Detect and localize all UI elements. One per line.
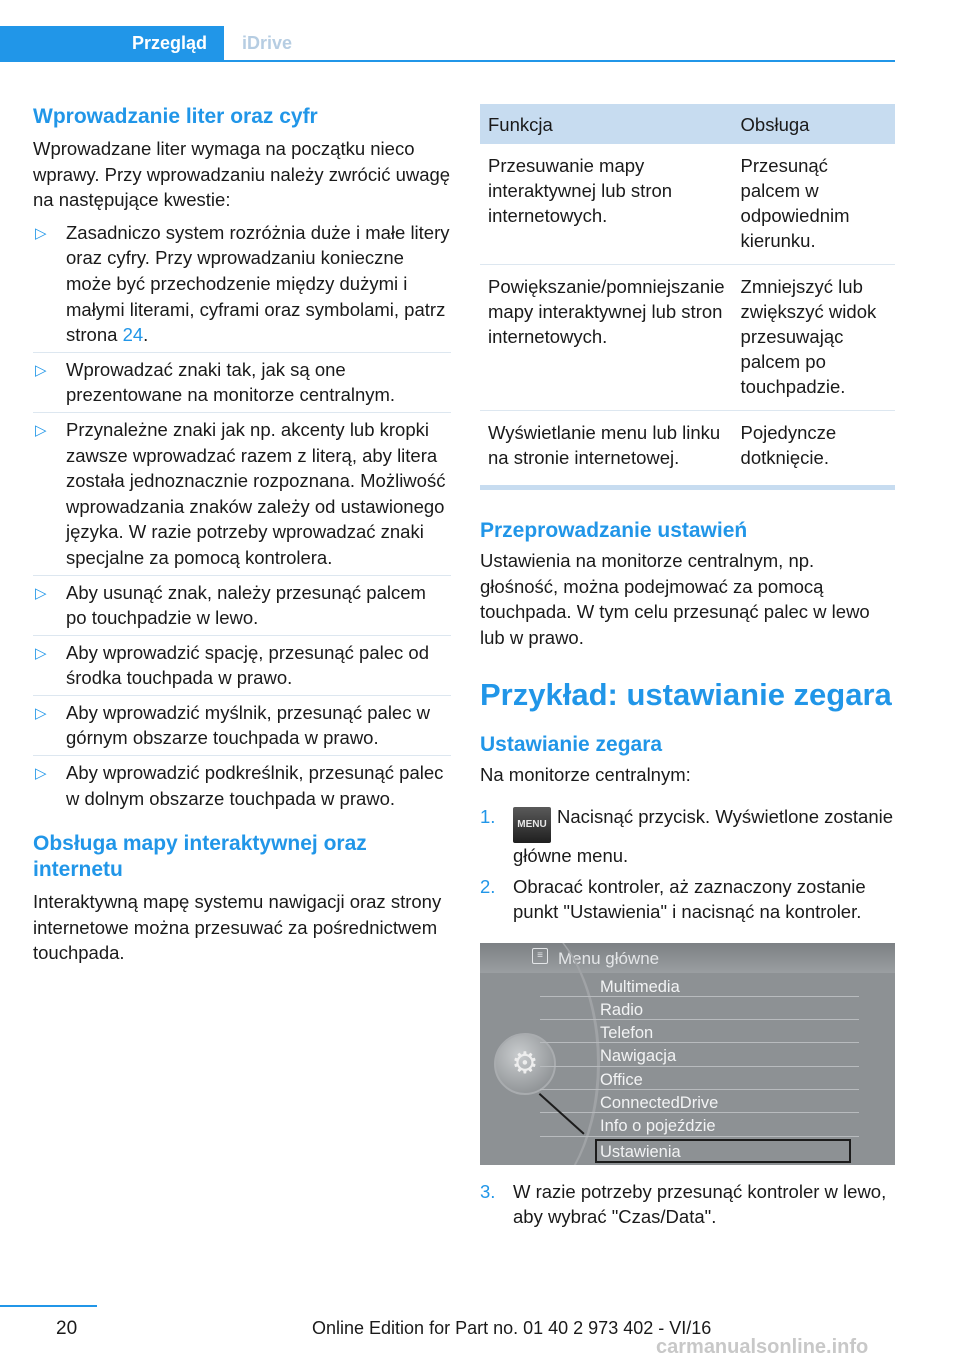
list-item: ▷ Przynależne znaki jak np. akcenty lub kropki zawsze wprowadzać razem z literą, aby litera została jednoznacznie rozpoznana. Możliwość wprowadzania znaków zależy od ustawionego języka. W razie potrzeby wprowadzać znaki specjalne za pomocą kontrolera. [33,417,451,571]
watermark: carmanualsonline.info [656,1336,869,1358]
table-row [480,144,895,265]
section-title-clock: Ustawianie zegara [480,733,663,757]
divider [540,1042,859,1043]
screen-menu-item: Radio [600,1000,644,1019]
triangle-bullet-icon: ▷ [35,361,47,379]
section-text-settings: Ustawienia na monitorze centralnym, np. głośność, można podejmować za pomocą touchpada. W tym celu przesunąć palec w lewo lub w prawo. [480,550,870,648]
edition-text: Online Edition for Part no. 01 40 2 973 402 - VI/16 [312,1318,712,1338]
page-number: 20 [56,1318,78,1339]
table-header-row [480,104,895,144]
list-item: ▷ Zasadniczo system rozróżnia duże i małe litery oraz cyfry. Przy wprowadzaniu konieczne może być przechodzenie między dużymi i małymi literami, cyframi oraz symbolami, patrz strona 24. [33,220,451,348]
right-column [480,104,895,1235]
screen-menu-item: Multimedia [600,977,680,996]
screen-title: Menu główne [558,948,660,968]
page-link[interactable]: 24 [122,324,144,346]
footer-divider [0,1305,97,1307]
screen-menu-item: Info o pojeździe [600,1116,716,1135]
divider [33,575,451,576]
triangle-bullet-icon: ▷ [35,584,47,602]
triangle-bullet-icon: ▷ [35,644,47,662]
screen-menu-item: ConnectedDrive [600,1093,719,1112]
divider [540,1066,859,1067]
table-row [480,411,895,482]
table-cell: Zmniejszyć lub zwiększyć widok przesuwając palcem po touchpadzie. [733,265,895,411]
page-header [0,0,960,62]
section-intro-letters: Wprowadzane liter wymaga na początku nieco wprawy. Przy wprowadzaniu należy zwrócić uwagę na następujące kwestie: [33,138,451,211]
steps-list [480,1179,895,1230]
list-item: ▷ Aby usunąć znak, należy przesunąć palcem po touchpadzie w lewo. [33,580,451,631]
bullet-list [33,220,451,811]
section-title-map: Obsługa mapy interaktywnej oraz internetu [33,832,367,882]
step-number: 3. [480,1180,496,1202]
table-row [480,265,895,411]
divider [33,755,451,756]
tab-przeglad[interactable]: Przegląd [0,26,224,60]
header-divider [0,60,895,62]
divider [33,635,451,636]
list-item: 2. Obracać kontroler, aż zaznaczony zostanie punkt "Ustawienia" i nacisnąć na kontroler. [480,875,866,923]
screen-menu-item-selected: Ustawienia [600,1142,681,1161]
table-cell: Wyświetlanie menu lub linku na stronie internetowej. [488,422,721,468]
section-title-letters: Wprowadzanie liter oraz cyfr [33,105,318,128]
divider [540,1136,859,1137]
section-text-map: Interaktywną mapę systemu nawigacji oraz strony internetowe można przesuwać za pośrednictwem touchpada. [33,891,442,964]
divider [33,412,451,413]
table-header-function: Funkcja [480,104,733,144]
settings-gear-icon: ⚙ [494,1033,556,1095]
screen-menu-item: Nawigacja [600,1046,677,1065]
section-title-clock-example: Przykład: ustawianie zegara [480,677,892,713]
list-item: ▷ Aby wprowadzić myślnik, przesunąć palec w górnym obszarze touchpada w prawo. [33,700,451,751]
triangle-bullet-icon: ▷ [35,224,47,242]
table-cell: Powiększanie/pomniejszanie mapy interaktywnej lub stron internetowych. [480,265,733,411]
table-cell: Przesuwanie mapy interaktywnej lub stron internetowych. [480,144,733,265]
left-column [33,104,451,966]
list-item: 3. W razie potrzeby przesunąć kontroler w lewo, aby wybrać "Czas/Data". [480,1180,887,1228]
table-cell: Pojedyncze dotknięcie. [740,422,837,468]
section-intro-clock: Na monitorze centralnym: [480,764,691,786]
divider [540,1019,859,1020]
steps-list [480,804,895,925]
screen-menu-item: Office [600,1070,643,1089]
divider [33,352,451,353]
function-table [480,104,895,481]
list-item: ▷ Aby wprowadzić podkreślnik, przesunąć palec w dolnym obszarze touchpada w prawo. [35,762,444,809]
table-cell: Przesunąć palcem w odpowiednim kierunku. [733,144,895,265]
triangle-bullet-icon: ▷ [35,704,47,722]
step-number: 2. [480,875,496,897]
section-title-settings: Przeprowadzanie ustawień [480,519,748,542]
triangle-bullet-icon: ▷ [35,421,47,439]
list-item: ▷ Aby wprowadzić spację, przesunąć palec od środka touchpada w prawo. [33,640,451,691]
menu-button-icon: MENU [513,807,551,843]
step-number: 1. [480,805,496,827]
table-header-operation: Obsługa [733,104,895,144]
triangle-bullet-icon: ▷ [35,765,47,783]
divider [540,1089,859,1090]
divider [540,1112,859,1113]
menu-list-icon: ≡ [532,948,548,964]
table-bottom-bar [480,485,895,490]
tab-idrive[interactable]: iDrive [242,33,293,53]
list-item: 1. MENU Nacisnąć przycisk. Wyświetlone zostanie główne menu. [480,805,894,866]
screen-menu-item: Telefon [600,1023,654,1042]
divider [33,695,451,696]
divider [540,996,859,997]
menu-screenshot [480,943,895,1165]
list-item: ▷ Wprowadzać znaki tak, jak są one prezentowane na monitorze centralnym. [33,357,451,408]
